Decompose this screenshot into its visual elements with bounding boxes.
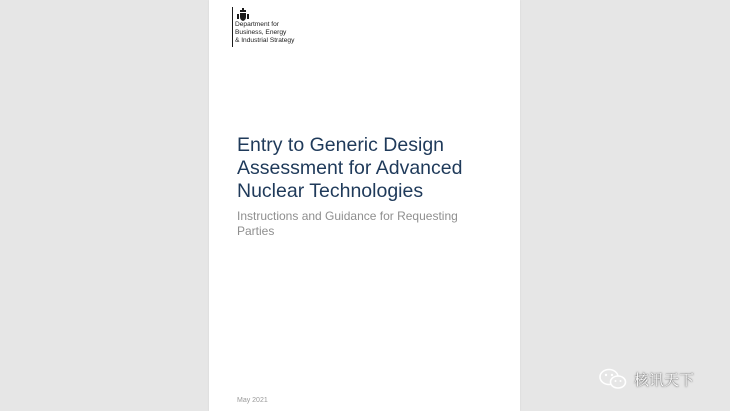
document-page <box>209 0 520 411</box>
subtitle-line: Instructions and Guidance for Requesting <box>237 209 458 223</box>
watermark <box>598 366 694 392</box>
department-line: Business, Energy <box>235 29 287 36</box>
title-line: Entry to Generic Design <box>237 134 445 156</box>
document-subtitle <box>237 209 507 239</box>
document-date: May 2021 <box>237 397 268 404</box>
watermark-text: 核讯天下 <box>634 370 695 389</box>
department-line: & Industrial Strategy <box>235 37 295 44</box>
title-line: Assessment for Advanced <box>237 157 463 179</box>
royal-crest-icon <box>237 8 249 22</box>
department-line: Department for <box>235 21 279 28</box>
logo-divider <box>232 7 233 47</box>
title-line: Nuclear Technologies <box>237 180 424 202</box>
subtitle-line: Parties <box>237 224 275 238</box>
document-title <box>237 134 507 203</box>
wechat-icon <box>598 367 628 391</box>
department-name <box>235 21 294 45</box>
